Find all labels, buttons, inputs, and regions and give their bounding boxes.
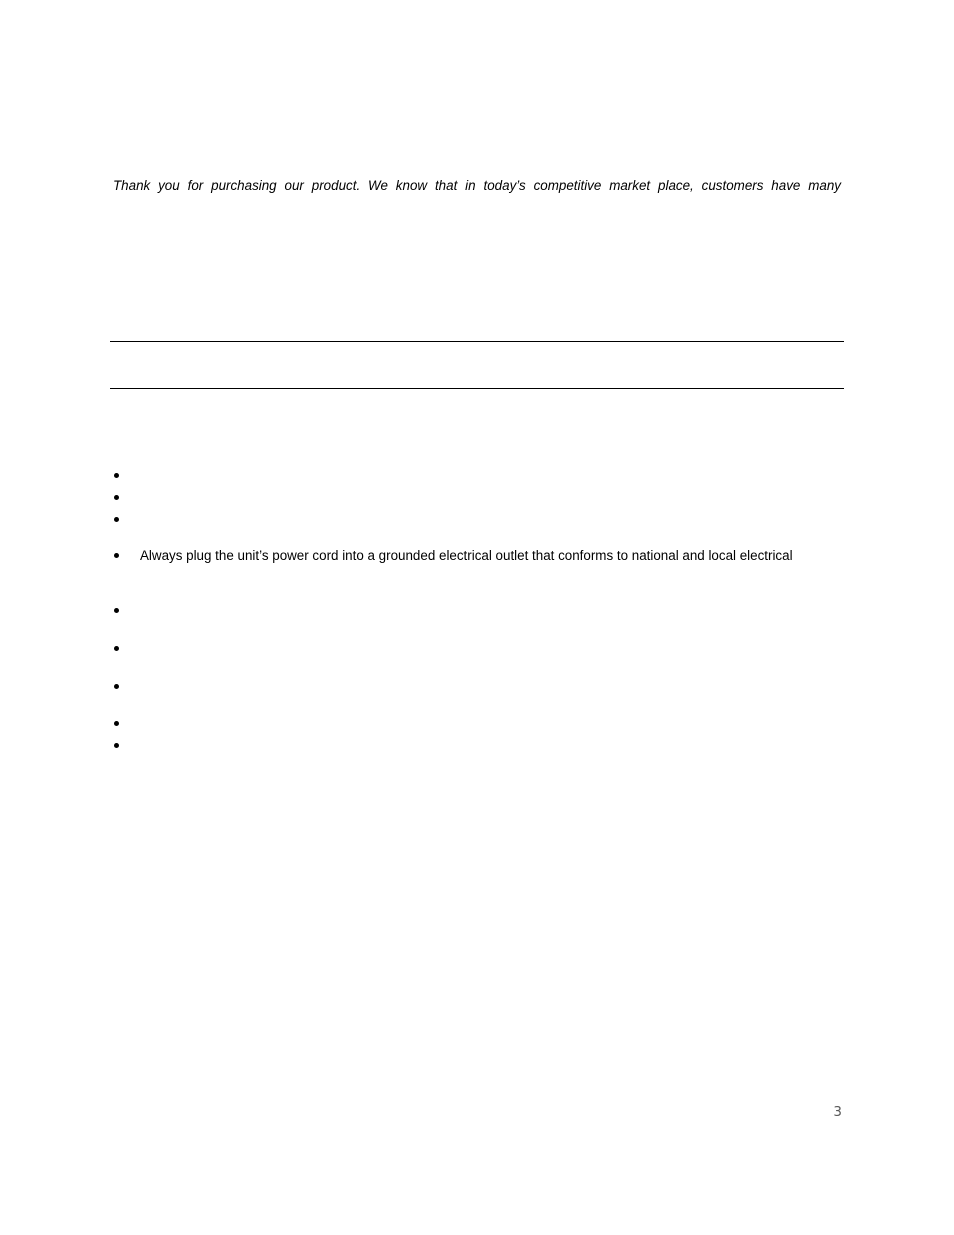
page-number: 3 bbox=[833, 1104, 842, 1120]
bullet-item-text: Always plug the unit’s power cord into a grounded electrical outlet that conforms to national and local electrical bbox=[140, 548, 793, 563]
bullet-dot-icon bbox=[114, 646, 119, 651]
bullet-dot-icon bbox=[114, 495, 119, 500]
bullet-dot-icon bbox=[114, 553, 119, 558]
bullet-item bbox=[111, 468, 841, 486]
bullet-item bbox=[111, 490, 841, 508]
intro-paragraph: Thank you for purchasing our product. We know that in today’s competitive market place, customers have many bbox=[113, 178, 841, 193]
bullet-item bbox=[111, 738, 841, 756]
bullet-dot-icon bbox=[114, 721, 119, 726]
bullet-dot-icon bbox=[114, 473, 119, 478]
bullet-item bbox=[111, 641, 841, 659]
horizontal-rule-top bbox=[110, 341, 844, 342]
bullet-dot-icon bbox=[114, 517, 119, 522]
bullet-dot-icon bbox=[114, 743, 119, 748]
bullet-dot-icon bbox=[114, 684, 119, 689]
bullet-dot-icon bbox=[114, 608, 119, 613]
bullet-item bbox=[111, 716, 841, 734]
bullet-item bbox=[111, 512, 841, 530]
bullet-item bbox=[111, 679, 841, 697]
bullet-item bbox=[111, 603, 841, 621]
bullet-item bbox=[111, 548, 841, 566]
horizontal-rule-bottom bbox=[110, 388, 844, 389]
